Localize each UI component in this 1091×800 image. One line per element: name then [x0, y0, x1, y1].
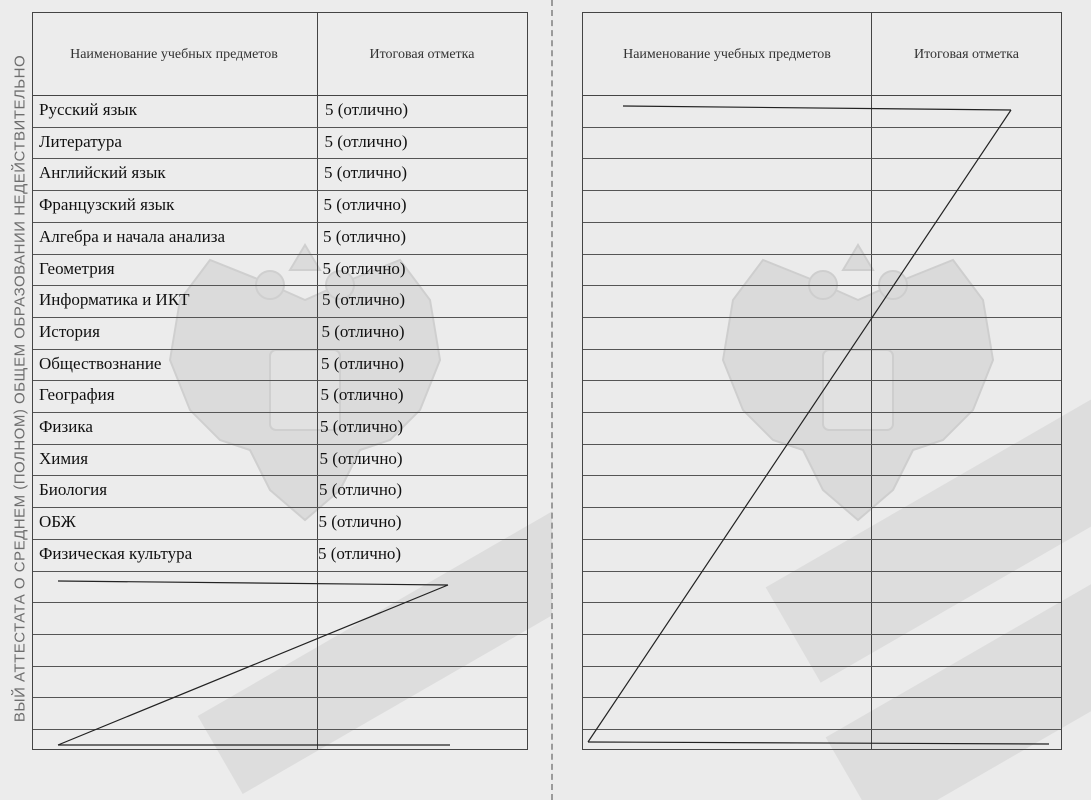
final-grade: 5 (отлично) — [321, 321, 405, 341]
final-grade: 5 (отлично) — [319, 480, 403, 500]
subject-name: Физика — [39, 417, 93, 436]
table-rule — [33, 412, 527, 413]
subject-name: Литература — [39, 131, 122, 151]
final-grade: 5 (отлично) — [324, 131, 408, 151]
final-grade: 5 (отлично) — [320, 417, 404, 436]
table-rule — [33, 190, 527, 191]
table-rule — [33, 127, 527, 128]
table-rule — [583, 158, 1061, 159]
table-rule — [583, 539, 1061, 540]
table-rule — [33, 729, 527, 730]
subject-name: Русский язык — [39, 100, 137, 119]
table-rule — [33, 380, 527, 381]
subject-name: Химия — [39, 448, 89, 468]
table-rule — [33, 539, 527, 540]
final-grade: 5 (отлично) — [322, 258, 406, 278]
final-grade: 5 (отлично) — [323, 226, 407, 246]
table-rule — [583, 222, 1061, 223]
table-rule — [583, 697, 1061, 698]
subject-name: Физическая культура — [39, 543, 193, 563]
table-rule — [33, 317, 527, 318]
table-rule — [33, 254, 527, 255]
final-grade: 5 (отлично) — [319, 448, 403, 468]
table-rule — [583, 285, 1061, 286]
subject-name: Английский язык — [39, 163, 166, 183]
table-rule — [583, 190, 1061, 191]
table-rule — [583, 317, 1061, 318]
table-rule — [583, 444, 1061, 445]
subject-name: Обществознание — [39, 353, 162, 373]
subject-name: Геометрия — [39, 258, 115, 278]
left-grades-table — [32, 12, 528, 750]
table-rule — [583, 475, 1061, 476]
spine-watermark-text: ВЫЙ АТТЕСТАТА О СРЕДНЕМ (ПОЛНОМ) ОБЩЕМ ОБРАЗОВАНИИ НЕДЕЙСТВИТЕЛЬНО — [11, 54, 29, 723]
grade-column-header: Итоговая отметка — [914, 46, 1019, 62]
subject-name: ОБЖ — [39, 512, 76, 532]
subject-name: Биология — [39, 480, 108, 500]
right-grades-table — [582, 12, 1062, 750]
final-grade: 5 (отлично) — [321, 353, 405, 373]
final-grade: 5 (отлично) — [324, 163, 408, 183]
final-grade: 5 (отлично) — [320, 385, 404, 405]
table-rule — [583, 254, 1061, 255]
final-grade: 5 (отлично) — [318, 543, 402, 563]
table-rule — [33, 602, 527, 603]
table-rule — [583, 634, 1061, 635]
table-rule — [583, 349, 1061, 350]
table-rule — [583, 666, 1061, 667]
table-rule — [583, 412, 1061, 413]
table-rule — [583, 507, 1061, 508]
table-rule — [583, 602, 1061, 603]
table-rule — [583, 380, 1061, 381]
subject-name: Информатика и ИКТ — [39, 290, 190, 310]
table-rule — [33, 571, 527, 572]
table-rule — [33, 697, 527, 698]
table-rule — [33, 95, 527, 96]
final-grade: 5 (отлично) — [325, 100, 409, 119]
right-page — [553, 0, 1091, 800]
subject-name: География — [39, 385, 115, 405]
table-rule — [33, 666, 527, 667]
table-rule — [33, 285, 527, 286]
subject-name: История — [39, 321, 100, 341]
final-grade: 5 (отлично) — [322, 290, 406, 310]
table-rule — [583, 729, 1061, 730]
table-rule — [33, 634, 527, 635]
table-rule — [33, 222, 527, 223]
table-rule — [33, 349, 527, 350]
subject-name: Французский язык — [39, 195, 175, 215]
table-rule — [583, 127, 1061, 128]
grade-column-header: Итоговая отметка — [369, 46, 475, 62]
table-rule — [583, 95, 1061, 96]
subject-name: Алгебра и начала анализа — [39, 226, 226, 246]
subject-column-header: Наименование учебных предметов — [623, 46, 831, 62]
final-grade: 5 (отлично) — [318, 512, 402, 532]
table-rule — [33, 507, 527, 508]
table-rule — [33, 444, 527, 445]
table-rule — [33, 475, 527, 476]
subject-column-header: Наименование учебных предметов — [70, 46, 278, 62]
table-rule — [33, 158, 527, 159]
final-grade: 5 (отлично) — [323, 195, 407, 215]
table-rule — [583, 571, 1061, 572]
